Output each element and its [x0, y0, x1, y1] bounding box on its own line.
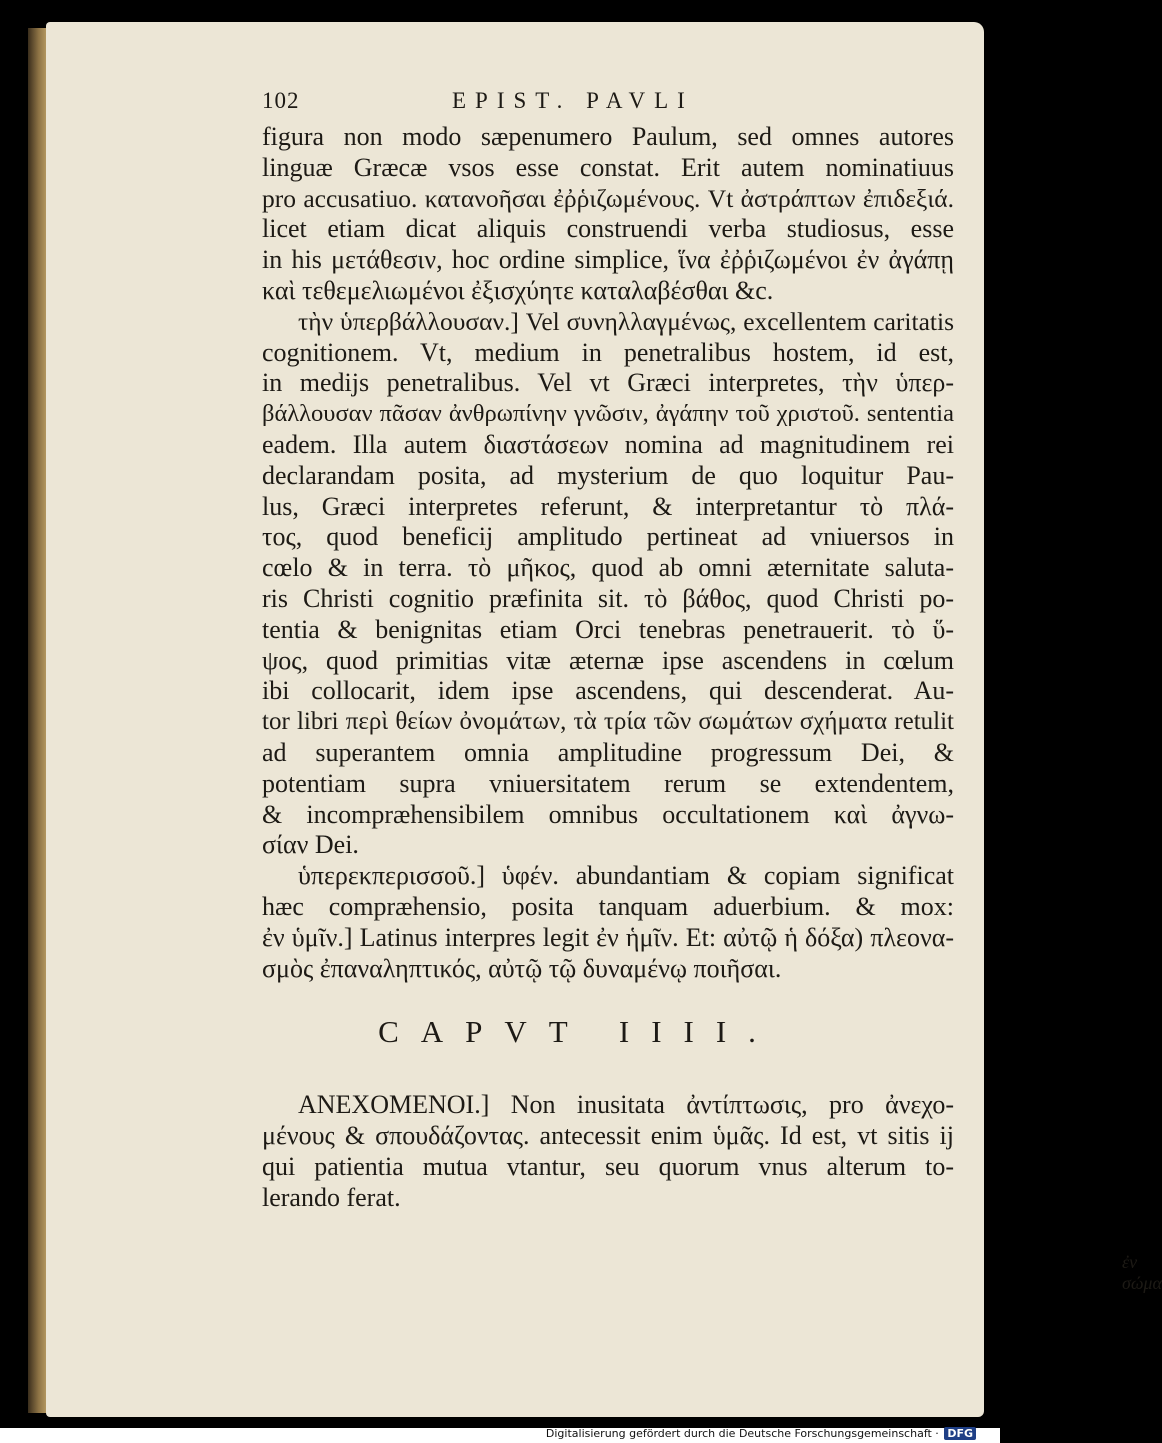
paragraph-1: [262, 122, 954, 307]
text-line: ὑπερεκπερισσοῦ.] ὑφέν. abundantiam & copiam significat: [298, 861, 954, 891]
footer-credit-text: Digitalisierung gefördert durch die Deutsche Forschungsgemeinschaft ·: [545, 1427, 939, 1440]
text-line: eadem. Illa autem διαστάσεων nomina ad magnitudinem rei: [262, 429, 954, 459]
text-line: & incompræhensibilem omnibus occultationem καὶ ἀγνω-: [262, 799, 954, 829]
text-line: σίαν Dei.: [262, 830, 359, 860]
text-line: ἐν ὑμῖν.] Latinus interpres legit ἐν ἡμῖν. Et: αὐτῷ ἡ δόξα) πλεονα-: [262, 922, 954, 952]
catchword: ἐν σώμα: [1122, 1252, 1162, 1293]
text-line: lerando ferat.: [262, 1182, 401, 1212]
text-line: tor libri περὶ θείων ὀνομάτων, τὰ τρία τῶν σωμάτων σχήματα retulit: [262, 708, 954, 736]
text-line: ris Christi cognitio præfinita sit. τὸ βάθος, quod Christi po-: [262, 583, 954, 613]
dfg-logo: DFG: [944, 1427, 976, 1440]
text-line: ad superantem omnia amplitudine progressum Dei, &: [262, 737, 954, 767]
running-title: EPIST. PAVLI: [452, 88, 694, 113]
text-line: μένους & σπουδάζοντας. antecessit enim ὑμᾶς. Id est, vt sitis ij: [262, 1121, 954, 1151]
text-line: potentiam supra vniuersitatem rerum se extendentem,: [262, 768, 954, 798]
text-line: licet etiam dicat aliquis construendi verba studiosus, esse: [262, 214, 954, 244]
text-line: declarandam posita, ad mysterium de quo loquitur Pau-: [262, 460, 954, 490]
text-line: ANEXOMENOI.] Non inusitata ἀντίπτωσις, pro ἀνεχο-: [298, 1090, 954, 1120]
running-header: [262, 82, 954, 122]
paragraph-2: [262, 307, 954, 861]
text-line: qui patientia mutua vtantur, seu quorum vnus alterum to-: [262, 1151, 954, 1181]
text-line: hæc compræhensio, posita tanquam aduerbium. & mox:: [262, 891, 954, 921]
paragraph-4: [262, 1090, 954, 1213]
text-line: in his μετάθεσιν, hoc ordine simplice, ἵνα ἐῤῥιζωμένοι ἐν ἀγάπῃ: [262, 245, 954, 275]
text-line: pro accusatiuo. κατανοῆσαι ἐῤῥιζωμένους. Vt ἀστράπτων ἐπιδεξιά.: [262, 183, 954, 213]
paragraph-3: [262, 861, 954, 984]
text-line: ψος, quod primitias vitæ æternæ ipse ascendens in cœlum: [262, 645, 954, 675]
text-line: βάλλουσαν πᾶσαν ἀνθρωπίνην γνῶσιν, ἀγάπην τοῦ χριστοῦ. sententia: [262, 400, 954, 428]
text-line: in medijs penetralibus. Vel vt Græci interpretes, τὴν ὑπερ-: [262, 368, 954, 398]
text-line: cœlo & in terra. τὸ μῆκος, quod ab omni æternitate saluta-: [262, 553, 954, 583]
text-line: figura non modo sæpenumero Paulum, sed omnes autores: [262, 122, 954, 151]
chapter-heading: CAPVT IIII.: [378, 1014, 778, 1050]
text-line: cognitionem. Vt, medium in penetralibus hostem, id est,: [262, 337, 954, 367]
text-line: lus, Græci interpretes referunt, & interpretantur τὸ πλά-: [262, 491, 954, 521]
text-line: καὶ τεθεμελιωμένοι ἐξισχύητε καταλαβέσθαι &c.: [262, 275, 774, 305]
footer-credit: [546, 1427, 976, 1440]
page-number: 102: [262, 88, 300, 113]
text-line: τὴν ὑπερβάλλουσαν.] Vel συνηλλαγμένως, excellentem caritatis: [298, 306, 954, 336]
text-line: τος, quod beneficij amplitudo pertineat ad vniuersos in: [262, 522, 954, 552]
page-text: [262, 82, 1162, 1293]
text-line: tentia & benignitas etiam Orci tenebras penetrauerit. τὸ ὕ-: [262, 614, 954, 644]
text-line: ibi collocarit, idem ipse ascendens, qui descenderat. Au-: [262, 676, 954, 706]
text-line: σμὸς ἐπαναληπτικός, αὐτῷ τῷ δυναμένῳ ποιῆσαι.: [262, 953, 782, 983]
text-line: linguæ Græcæ vsos esse constat. Erit autem nominatiuus: [262, 152, 954, 182]
